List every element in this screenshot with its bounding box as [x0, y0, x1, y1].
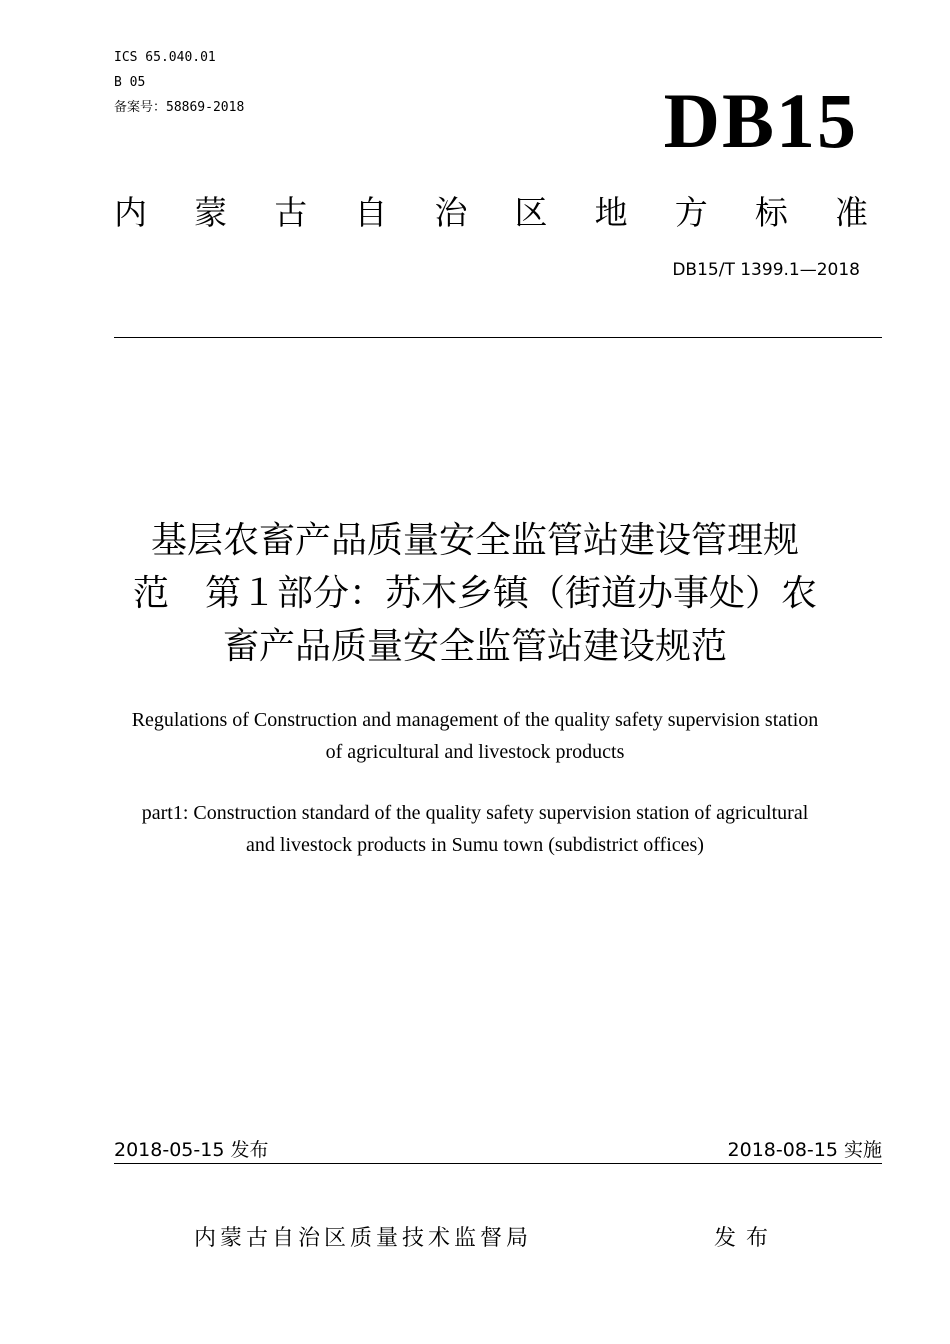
top-divider	[114, 337, 882, 338]
authority-char: 方	[674, 192, 708, 232]
chinese-title-line: 基层农畜产品质量安全监管站建设管理规	[150, 520, 799, 561]
ccs-code: B 05	[114, 75, 146, 90]
record-number: 备案号：58869-2018	[114, 100, 245, 115]
issue-date: 2018-05-15 发布	[114, 1139, 269, 1161]
standard-number: DB15/T 1399.1—2018	[672, 260, 860, 280]
standard-code-logo: DB15	[663, 77, 858, 164]
authority-char: 自	[354, 192, 388, 232]
chinese-title	[90, 514, 860, 673]
standard-authority-title	[114, 186, 868, 234]
english-title	[60, 704, 890, 768]
authority-char: 区	[514, 192, 548, 232]
implementation-date: 2018-08-15 实施	[727, 1139, 882, 1161]
english-part-line: and livestock products in Sumu town (subdistrict offices)	[246, 834, 704, 856]
authority-char: 标	[754, 192, 788, 232]
chinese-title-line: 范 第１部分：苏木乡镇（街道办事处）农	[132, 573, 817, 614]
authority-char: 准	[834, 192, 868, 232]
authority-char: 治	[434, 192, 468, 232]
authority-char: 内	[114, 192, 147, 232]
english-title-line: Regulations of Construction and management of the quality safety supervision station	[131, 709, 819, 731]
english-title-line: of agricultural and livestock products	[325, 741, 625, 763]
authority-char: 蒙	[194, 192, 228, 232]
english-part-line: part1: Construction standard of the quality safety supervision station of agricultural	[141, 802, 809, 824]
bottom-divider	[114, 1163, 882, 1164]
ics-code: ICS 65.040.01	[114, 50, 216, 65]
chinese-title-line: 畜产品质量安全监管站建设规范	[222, 626, 727, 667]
issuing-body: 内蒙古自治区质量技术监督局	[194, 1226, 533, 1251]
authority-char: 地	[594, 192, 628, 232]
issue-label: 发布	[714, 1226, 779, 1251]
authority-char: 古	[274, 192, 308, 232]
english-part-title	[60, 797, 890, 861]
